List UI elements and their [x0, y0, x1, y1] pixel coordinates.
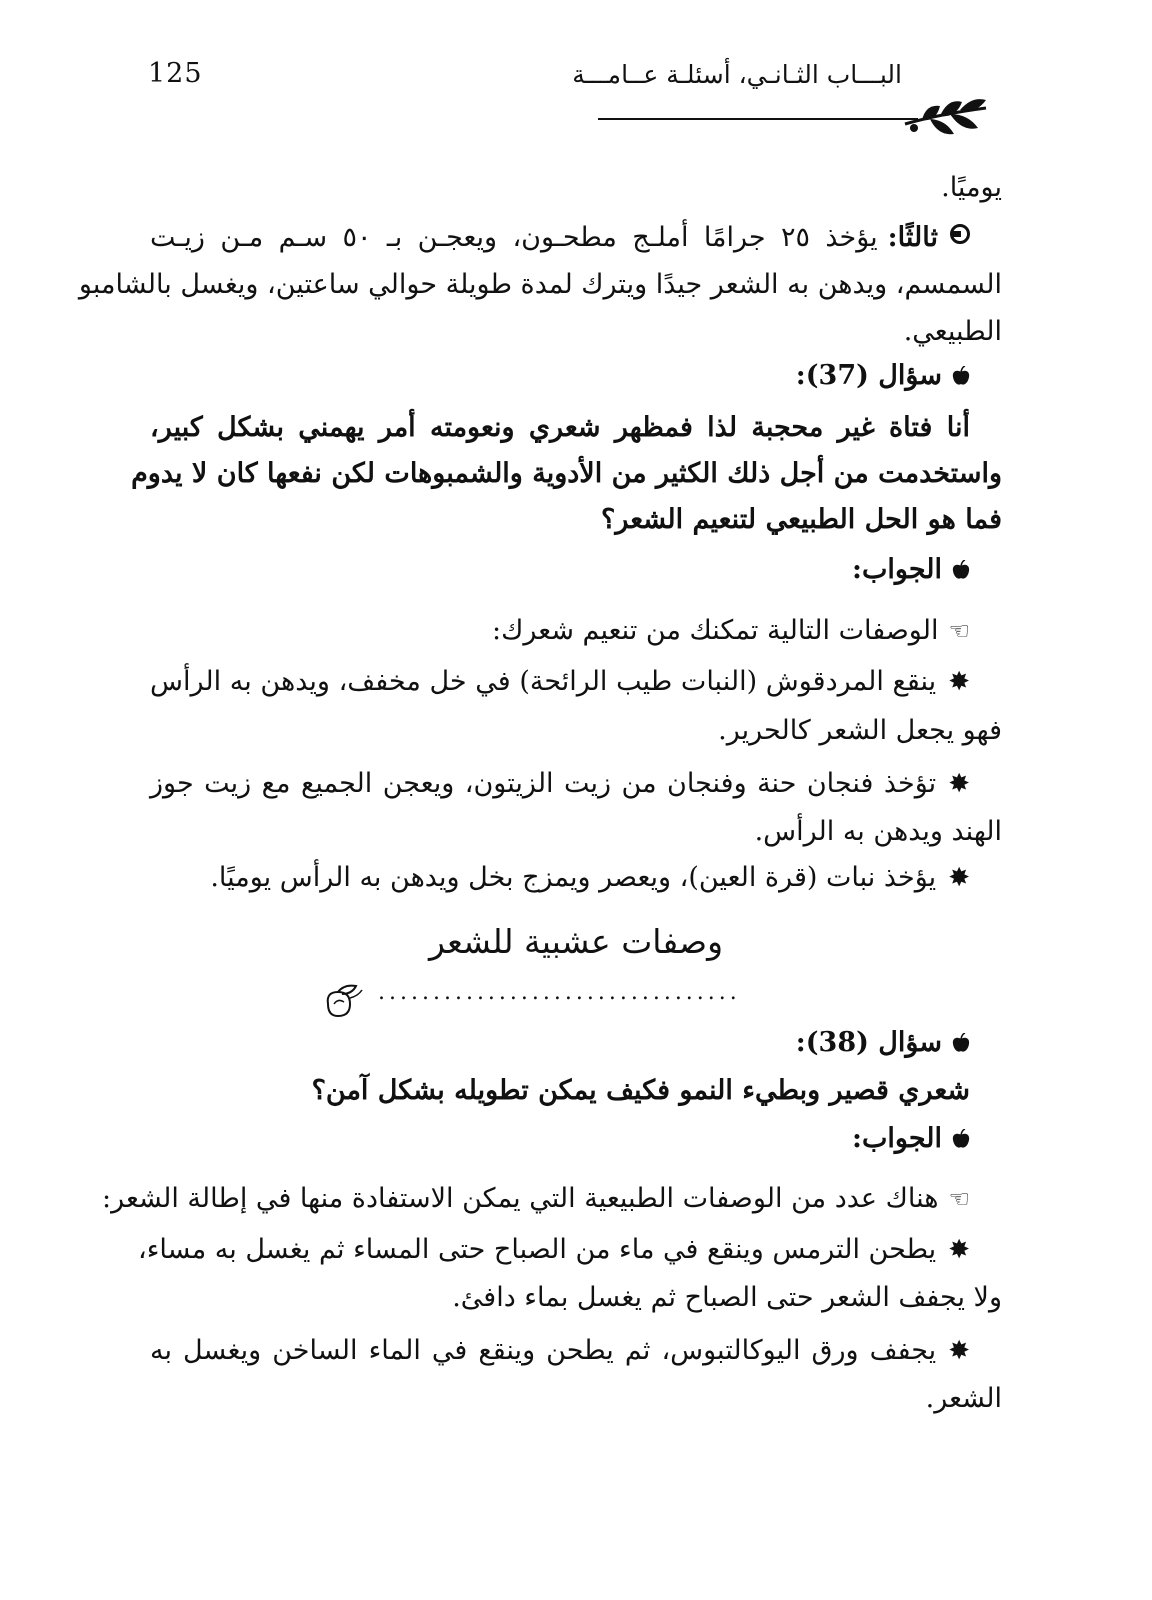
text-line: الشعر. [925, 1383, 1002, 1414]
question-heading [796, 358, 970, 394]
question-text-line: شعري قصير وبطيء النمو فكيف يمكن تطويله بشكل آمن؟ [311, 1075, 970, 1106]
apple-icon [952, 366, 970, 386]
text-line: الهند ويدهن به الرأس. [754, 816, 1002, 847]
asterisk-star-icon: ✸ [948, 1235, 970, 1265]
header-rule [598, 118, 918, 120]
answer-heading [852, 1121, 970, 1157]
asterisk-star-icon: ✸ [948, 863, 970, 893]
text-line: السمسم، ويدهن به الشعر جيدًا ويترك لمدة طويلة حوالي ساعتين، ويغسل بالشامبو [78, 269, 1002, 300]
answer-intro [102, 1181, 970, 1217]
question-label: سؤال (37): [795, 360, 942, 391]
section-title: وصفات عشبية للشعر [428, 922, 724, 961]
leaf-branch-ornament-icon [900, 94, 990, 140]
recipe-line [150, 766, 970, 802]
item-text: يؤخذ ٢٥ جرامًا أملـج مطحـون، ويعجـن بـ ٥٠ سـم مـن زيـت [150, 222, 878, 253]
item-label: ثالثًا: [887, 222, 938, 253]
answer-label: الجواب: [852, 1123, 942, 1154]
leaf-ornament-icon [322, 984, 364, 1020]
text-line: فهو يجعل الشعر كالحرير. [718, 715, 1002, 746]
recipe-third-line [150, 220, 970, 256]
question-label: سؤال (38): [795, 1027, 942, 1058]
question-text-line: فما هو الحل الطبيعي لتنعيم الشعر؟ [601, 504, 1002, 535]
asterisk-star-icon: ✸ [948, 769, 970, 799]
apple-icon [952, 1129, 970, 1149]
pointing-hand-icon: ☜ [948, 1185, 970, 1213]
recipe-text: يطحن الترمس وينقع في ماء من الصباح حتى المساء ثم يغسل به مساء، [138, 1234, 937, 1265]
question-heading [796, 1025, 970, 1061]
answer-label: الجواب: [852, 554, 942, 585]
answer-heading [852, 552, 970, 588]
apple-icon [952, 560, 970, 580]
pointing-hand-icon: ☜ [948, 617, 970, 645]
intro-text: الوصفات التالية تمكنك من تنعيم شعرك: [492, 615, 939, 646]
answer-intro [492, 613, 970, 649]
text-line: يوميًا. [941, 172, 1002, 203]
asterisk-star-icon: ✸ [948, 667, 970, 697]
running-head: البـــاب الثـانـي، أسئلـة عــامـــة [572, 60, 902, 89]
dotted-divider: ................................. [378, 980, 741, 1005]
recipe-text: يؤخذ نبات (قرة العين)، ويعصر ويمزج بخل ويدهن به الرأس يوميًا. [210, 862, 937, 893]
asterisk-star-icon: ✸ [948, 1336, 970, 1366]
recipe-text: ينقع المردقوش (النبات طيب الرائحة) في خل مخفف، ويدهن به الرأس [150, 666, 937, 697]
text-line: الطبيعي. [903, 316, 1002, 347]
text-line: ولا يجفف الشعر حتى الصباح ثم يغسل بماء دافئ. [452, 1282, 1002, 1313]
recipe-line [138, 1232, 970, 1268]
question-text-line: أنا فتاة غير محجبة لذا فمظهر شعري ونعومته أمر يهمني بشكل كبير، [150, 412, 970, 443]
circle-c-icon [950, 224, 970, 244]
page-number: 125 [148, 58, 203, 89]
intro-text: هناك عدد من الوصفات الطبيعية التي يمكن الاستفادة منها في إطالة الشعر: [102, 1183, 939, 1214]
recipe-text: تؤخذ فنجان حنة وفنجان من زيت الزيتون، ويعجن الجميع مع زيت جوز [150, 768, 937, 799]
apple-icon [952, 1033, 970, 1053]
recipe-line [150, 1333, 970, 1369]
recipe-text: يجفف ورق اليوكالتبوس، ثم يطحن وينقع في الماء الساخن ويغسل به [150, 1335, 937, 1366]
question-text-line: واستخدمت من أجل ذلك الكثير من الأدوية والشمبوهات لكن نفعها كان لا يدوم [131, 458, 1002, 489]
recipe-line [210, 860, 970, 896]
recipe-line [150, 664, 970, 700]
